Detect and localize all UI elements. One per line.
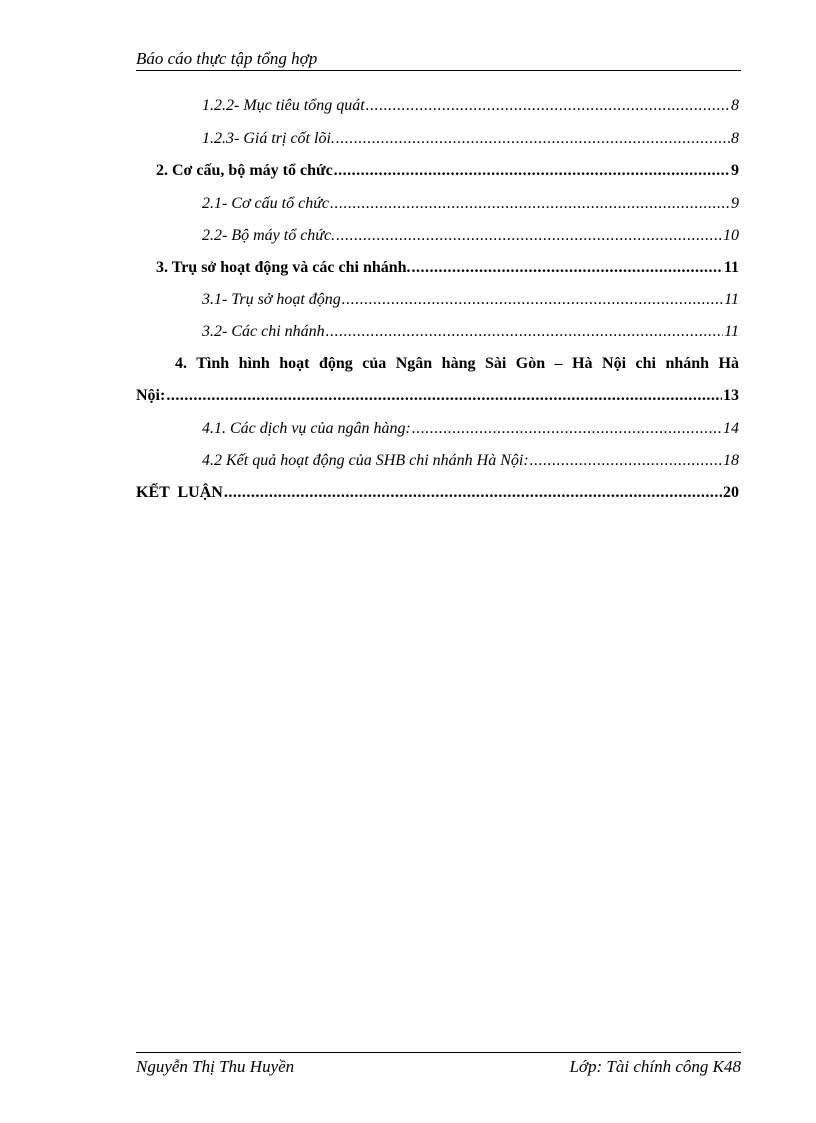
- toc-leader-dots: [366, 96, 730, 116]
- toc-entry-title: 1.2.3- Giá trị cốt lõi.: [202, 130, 335, 147]
- toc-entry-page: 8: [731, 130, 739, 147]
- toc-leader-dots: [326, 322, 724, 342]
- toc-entry-title: 3. Trụ sở hoạt động và các chi nhánh.: [156, 259, 411, 276]
- toc-entry-title: 1.2.2- Mục tiêu tổng quát: [202, 97, 365, 114]
- toc-entry-page: 11: [724, 291, 739, 308]
- toc-leader-dots: [166, 386, 722, 406]
- toc-leader-dots: [334, 161, 730, 181]
- toc-leader-dots: [224, 483, 722, 503]
- toc-entry-4-1[interactable]: [202, 419, 739, 439]
- toc-entry-3-2[interactable]: [202, 322, 739, 342]
- toc-leader-dots: [412, 258, 723, 278]
- toc-entry-ket-luan[interactable]: [136, 483, 739, 503]
- toc-entry-title: 2. Cơ cấu, bộ máy tổ chức: [156, 162, 333, 179]
- header-title: Báo cáo thực tập tổng hợp: [136, 49, 318, 68]
- toc-entry-page: 20: [723, 484, 739, 501]
- toc-entry-page: 18: [723, 452, 739, 469]
- toc-entry-title: 4.2 Kết quả hoạt động của SHB chi nhánh Hà Nội:: [202, 452, 529, 469]
- toc-leader-dots: [412, 419, 722, 439]
- toc-entry-page: 9: [731, 162, 739, 179]
- toc-leader-dots: [336, 129, 730, 149]
- toc-leader-dots: [342, 290, 723, 310]
- toc-entry-page: 8: [731, 97, 739, 114]
- toc-entry-title: KẾT LUẬN: [136, 484, 223, 501]
- footer-author: Nguyễn Thị Thu Huyền: [136, 1057, 295, 1076]
- page-footer: [136, 1052, 741, 1077]
- toc-entry-title: 3.1- Trụ sở hoạt động: [202, 291, 341, 308]
- toc-leader-dots: [336, 226, 722, 246]
- toc-entry-1-2-2[interactable]: [202, 96, 739, 116]
- toc-entry-title: 4.1. Các dịch vụ của ngân hàng:: [202, 420, 411, 437]
- toc-entry-page: 14: [723, 420, 739, 437]
- toc-entry-4-line2[interactable]: [136, 386, 739, 406]
- toc-entry-3[interactable]: [156, 258, 739, 278]
- toc-entry-page: 11: [724, 323, 739, 340]
- toc-entry-page: 10: [723, 227, 739, 244]
- toc-entry-page: 13: [723, 387, 739, 404]
- toc-entry-1-2-3[interactable]: [202, 129, 739, 149]
- toc-entry-4-2[interactable]: [202, 451, 739, 471]
- toc-entry-title-cont: Nội:: [136, 387, 166, 404]
- toc-entry-title: 2.2- Bộ máy tổ chức.: [202, 227, 336, 244]
- toc-entry-title: 2.1- Cơ cấu tổ chức: [202, 195, 330, 212]
- toc-entry-title: 3.2- Các chi nhánh: [202, 323, 325, 340]
- footer-class: Lớp: Tài chính công K48: [569, 1057, 741, 1076]
- toc-entry-4-line1[interactable]: [175, 354, 739, 374]
- toc-entry-page: 9: [731, 195, 739, 212]
- toc-leader-dots: [330, 194, 730, 214]
- toc-entry-title: 4. Tình hình hoạt động của Ngân hàng Sài Gòn – Hà Nội chi nhánh Hà: [175, 355, 739, 372]
- toc-entry-2-2[interactable]: [202, 226, 739, 246]
- toc-entry-page: 11: [723, 259, 739, 276]
- toc-entry-2-1[interactable]: [202, 194, 739, 214]
- toc-entry-2[interactable]: [156, 161, 739, 181]
- toc-entry-3-1[interactable]: [202, 290, 739, 310]
- page-header: [136, 49, 741, 71]
- toc-leader-dots: [530, 451, 722, 471]
